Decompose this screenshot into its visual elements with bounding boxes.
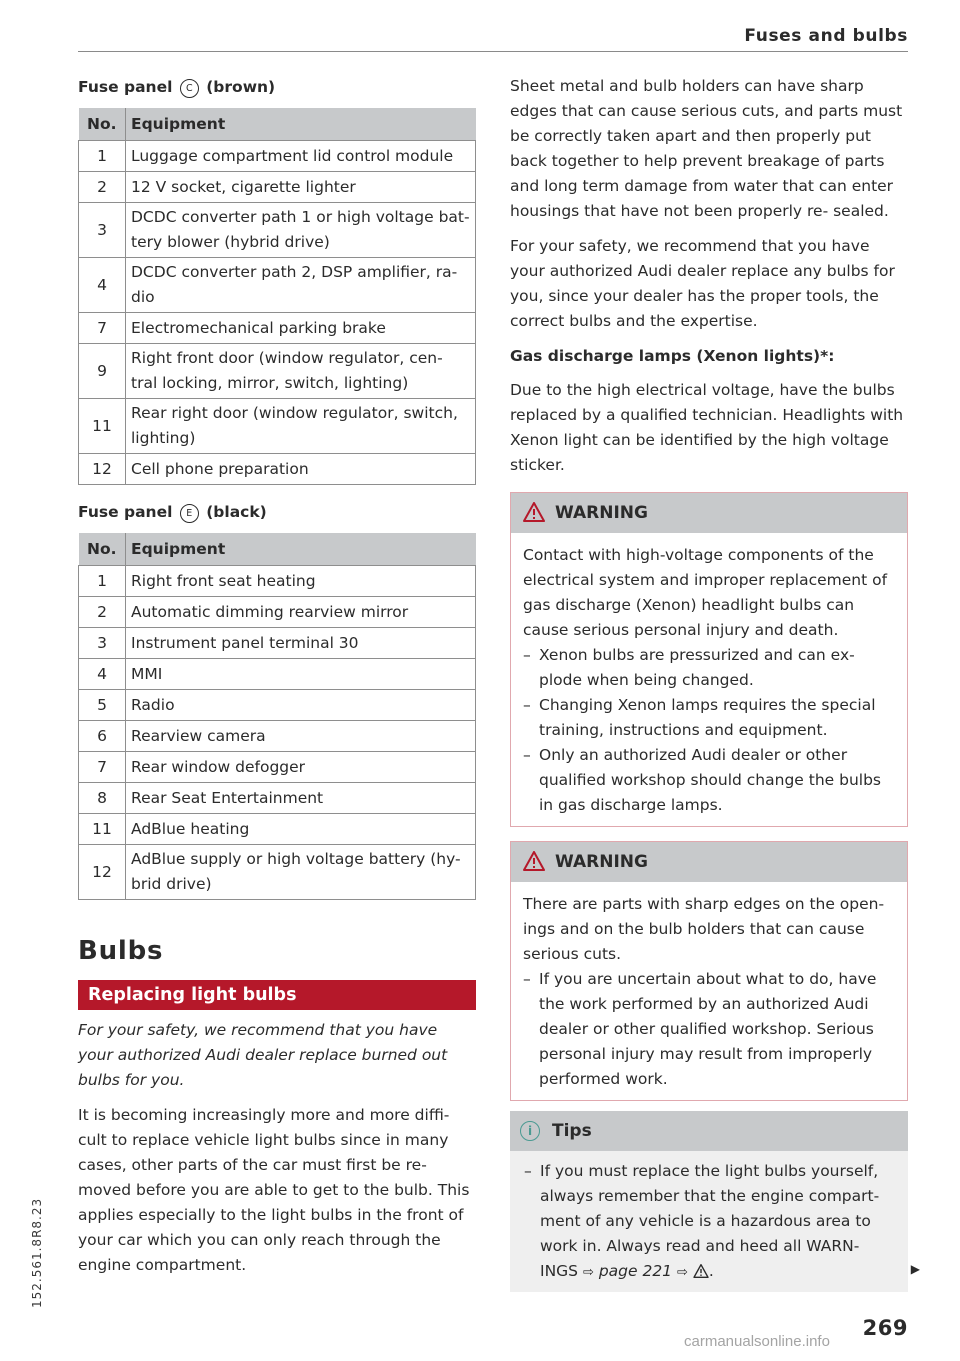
table-row bbox=[79, 659, 476, 690]
equipment-cell: Rearview camera bbox=[126, 721, 476, 752]
continue-arrow-icon: ▶ bbox=[910, 1262, 920, 1276]
warning-header: WARNING bbox=[511, 493, 907, 533]
circle-c-icon: C bbox=[180, 79, 199, 98]
table-row bbox=[79, 783, 476, 814]
bulbs-heading: Bulbs bbox=[78, 936, 164, 966]
equipment-cell: DCDC converter path 2, DSP amplifier, ra- dio bbox=[126, 258, 476, 313]
table-row bbox=[79, 845, 476, 900]
equipment-cell: Rear Seat Entertainment bbox=[126, 783, 476, 814]
fuse-number-cell: 11 bbox=[79, 399, 126, 454]
equipment-cell: Instrument panel terminal 30 bbox=[126, 628, 476, 659]
page-reference-link[interactable]: page 221 bbox=[598, 1262, 673, 1280]
table-row bbox=[79, 172, 476, 203]
warning-triangle-icon bbox=[523, 846, 545, 886]
reference-arrow-icon: ⇨ bbox=[582, 1265, 594, 1280]
table-row bbox=[79, 313, 476, 344]
fuse-panel-e-title: Fuse panel E (black) bbox=[78, 503, 267, 521]
bulbs-paragraph: It is becoming increasingly more and more diffi- cult to replace vehicle light bulbs since in many cases, other parts of the car must first be re- moved before you are able to get to the bulb. This applies especially to the light bulbs in the front of your car which you can only reach through the engine compartment. bbox=[78, 1106, 470, 1274]
watermark: carmanualsonline.info bbox=[684, 1333, 830, 1350]
tips-header: i Tips bbox=[510, 1111, 908, 1151]
table-row bbox=[79, 454, 476, 485]
fuse-number-cell: 4 bbox=[79, 258, 126, 313]
fuse-number-cell: 1 bbox=[79, 141, 126, 172]
equipment-cell: Right front seat heating bbox=[126, 566, 476, 597]
xenon-paragraph: Due to the high electrical voltage, have the bulbs replaced by a qualified technician. Headlights with Xenon light can be identified by the high voltage sticker. bbox=[510, 381, 904, 474]
fuse-panel-c-title: Fuse panel C (brown) bbox=[78, 78, 276, 96]
equipment-cell: Electromechanical parking brake bbox=[126, 313, 476, 344]
col-equipment-header: Equipment bbox=[126, 533, 476, 566]
equipment-cell: Right front door (window regulator, cen- tral locking, mirror, switch, lighting) bbox=[126, 344, 476, 399]
table-row bbox=[79, 752, 476, 783]
fuse-number-cell: 4 bbox=[79, 659, 126, 690]
table-row bbox=[79, 399, 476, 454]
col-equipment-header: Equipment bbox=[126, 108, 476, 141]
fuse-number-cell: 9 bbox=[79, 344, 126, 399]
equipment-cell: AdBlue heating bbox=[126, 814, 476, 845]
header-rule bbox=[78, 51, 908, 52]
warning-list-item: – If you are uncertain about what to do, have the work performed by an authorized Audi dealer or other qualified workshop. Serious personal injury may result from improperly performed work. bbox=[523, 967, 895, 1092]
equipment-cell: Rear right door (window regulator, switch, lighting) bbox=[126, 399, 476, 454]
table-row bbox=[79, 814, 476, 845]
equipment-cell: MMI bbox=[126, 659, 476, 690]
side-document-code: 152.561.8R8.23 bbox=[30, 1197, 44, 1308]
bulbs-intro: For your safety, we recommend that you have your authorized Audi dealer replace burned out bulbs for you. bbox=[78, 1021, 448, 1089]
warning-triangle-icon bbox=[523, 497, 545, 537]
warning-reference-icon[interactable] bbox=[693, 1261, 709, 1286]
tips-box bbox=[510, 1111, 908, 1292]
fuse-panel-c-table bbox=[78, 108, 476, 485]
warning-list bbox=[523, 967, 895, 1092]
page-number: 269 bbox=[862, 1316, 908, 1340]
col-no-header: No. bbox=[79, 108, 126, 141]
warning-box-sharp-edges bbox=[510, 841, 908, 1101]
equipment-cell: Radio bbox=[126, 690, 476, 721]
fuse-panel-e-table bbox=[78, 533, 476, 900]
fuse-number-cell: 2 bbox=[79, 172, 126, 203]
warning-text: There are parts with sharp edges on the open- ings and on the bulb holders that can cause serious cuts. bbox=[523, 895, 885, 963]
table-row bbox=[79, 628, 476, 659]
table-row bbox=[79, 203, 476, 258]
warning-box-xenon bbox=[510, 492, 908, 827]
fuse-number-cell: 12 bbox=[79, 845, 126, 900]
warning-list bbox=[523, 643, 895, 818]
equipment-cell: Luggage compartment lid control module bbox=[126, 141, 476, 172]
warning-list-item: – Only an authorized Audi dealer or other qualified workshop should change the bulbs in gas discharge lamps. bbox=[523, 743, 895, 818]
equipment-cell: AdBlue supply or high voltage battery (hy- brid drive) bbox=[126, 845, 476, 900]
warning-header: WARNING bbox=[511, 842, 907, 882]
equipment-cell: Automatic dimming rearview mirror bbox=[126, 597, 476, 628]
warning-text: Contact with high-voltage components of the electrical system and improper replacement of gas discharge (Xenon) headlight bulbs can cause serious personal injury and death. bbox=[523, 546, 888, 639]
fuse-number-cell: 7 bbox=[79, 752, 126, 783]
info-icon: i bbox=[520, 1121, 540, 1141]
fuse-number-cell: 6 bbox=[79, 721, 126, 752]
left-column bbox=[78, 74, 476, 1288]
table-row bbox=[79, 141, 476, 172]
table-row bbox=[79, 690, 476, 721]
equipment-cell: Rear window defogger bbox=[126, 752, 476, 783]
table-row bbox=[79, 597, 476, 628]
warning-list-item: – Changing Xenon lamps requires the special training, instructions and equipment. bbox=[523, 693, 895, 743]
fuse-number-cell: 11 bbox=[79, 814, 126, 845]
tips-item: – If you must replace the light bulbs yourself, always remember that the engine compart- ment of any vehicle is a hazardous area to work in. Always read and heed all WARN- INGS ⇨ page 221 ⇨ . bbox=[524, 1159, 896, 1286]
reference-arrow-icon: ⇨ bbox=[676, 1265, 688, 1280]
equipment-cell: Cell phone preparation bbox=[126, 454, 476, 485]
right-column bbox=[510, 74, 908, 1292]
fuse-number-cell: 8 bbox=[79, 783, 126, 814]
table-row bbox=[79, 721, 476, 752]
page-header-title: Fuses and bulbs bbox=[744, 26, 908, 46]
col-no-header: No. bbox=[79, 533, 126, 566]
table-row bbox=[79, 344, 476, 399]
fuse-number-cell: 12 bbox=[79, 454, 126, 485]
fuse-number-cell: 2 bbox=[79, 597, 126, 628]
fuse-number-cell: 7 bbox=[79, 313, 126, 344]
circle-e-icon: E bbox=[180, 504, 199, 523]
equipment-cell: 12 V socket, cigarette lighter bbox=[126, 172, 476, 203]
xenon-subheading: Gas discharge lamps (Xenon lights)*: bbox=[510, 347, 835, 365]
safety-paragraph: For your safety, we recommend that you have your authorized Audi dealer replace any bulbs for you, since your dealer has the proper tools, the correct bulbs and the expertise. bbox=[510, 237, 895, 330]
fuse-number-cell: 3 bbox=[79, 203, 126, 258]
table-row bbox=[79, 566, 476, 597]
table-row bbox=[79, 258, 476, 313]
fuse-number-cell: 5 bbox=[79, 690, 126, 721]
equipment-cell: DCDC converter path 1 or high voltage bat- tery blower (hybrid drive) bbox=[126, 203, 476, 258]
fuse-number-cell: 3 bbox=[79, 628, 126, 659]
sheet-metal-paragraph: Sheet metal and bulb holders can have sharp edges that can cause serious cuts, and parts must be correctly taken apart and then properly put back together to help prevent breakage of parts and long term damage from water that can enter housings that have not been properly re- sealed. bbox=[510, 77, 903, 220]
replacing-light-bulbs-bar: Replacing light bulbs bbox=[78, 980, 476, 1010]
warning-list-item: – Xenon bulbs are pressurized and can ex- plode when being changed. bbox=[523, 643, 895, 693]
fuse-number-cell: 1 bbox=[79, 566, 126, 597]
